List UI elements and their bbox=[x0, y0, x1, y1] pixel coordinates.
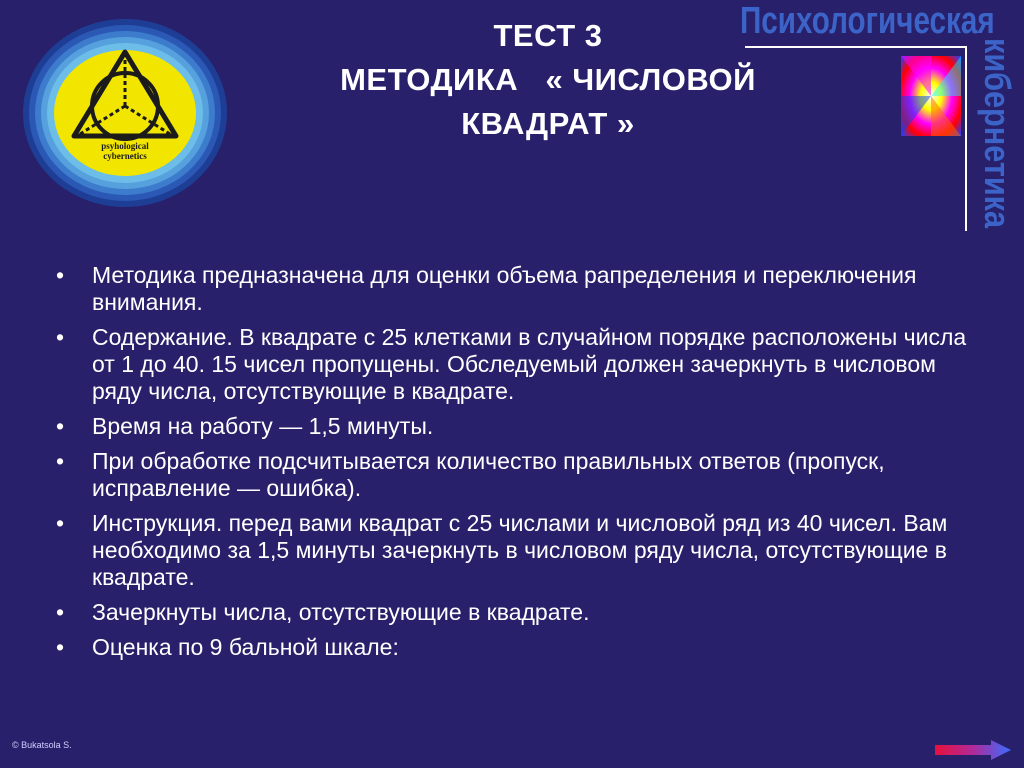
logo-text-line1: psyhological bbox=[101, 141, 149, 151]
list-item-text: Содержание. В квадрате с 25 клетками в случайном порядке расположены числа от 1 до 40. 15 чисел пропущены. Обследуемый должен зачеркнуть в числовом ряду числа, отсутствующие в квадрате. bbox=[92, 324, 967, 404]
bullet-dot: • bbox=[56, 448, 65, 474]
list-item bbox=[50, 448, 970, 502]
title-line-2: МЕТОДИКА « ЧИСЛОВОЙ bbox=[340, 62, 756, 97]
brand-vertical-text: кибернетика bbox=[977, 38, 1018, 228]
copyright-text: © Bukatsola S. bbox=[12, 740, 72, 750]
bullet-dot: • bbox=[56, 324, 65, 350]
list-item-text: Оценка по 9 бальной шкале: bbox=[92, 634, 399, 660]
list-item bbox=[50, 262, 970, 316]
logo-text-line2: cybernetics bbox=[103, 151, 147, 161]
arrow-right-icon[interactable] bbox=[935, 740, 1011, 760]
brand-horizontal-text: Психологическая bbox=[740, 0, 995, 42]
color-burst-graphic bbox=[901, 56, 961, 136]
list-item-text: Зачеркнуты числа, отсутствующие в квадрате. bbox=[92, 599, 590, 625]
bullet-dot: • bbox=[56, 510, 65, 536]
psychological-cybernetics-logo bbox=[22, 18, 228, 208]
list-item bbox=[50, 413, 970, 440]
bullet-dot: • bbox=[56, 413, 65, 439]
list-item-text: Инструкция. перед вами квадрат с 25 числами и числовой ряд из 40 чисел. Вам необходимо за 1,5 минуты зачеркнуть в числовом ряду числа, отсутствующие в квадрате. bbox=[92, 510, 948, 590]
title-line-3: КВАДРАТ » bbox=[461, 106, 635, 141]
bullet-dot: • bbox=[56, 262, 65, 288]
list-item bbox=[50, 599, 970, 626]
list-item-text: Методика предназначена для оценки объема рапределения и переключения внимания. bbox=[92, 262, 917, 315]
list-item-text: При обработке подсчитывается количество правильных ответов (пропуск, исправление — ошибка). bbox=[92, 448, 885, 501]
list-item bbox=[50, 324, 970, 405]
title-line-1: ТЕСТ 3 bbox=[493, 18, 603, 53]
content-bullet-list bbox=[50, 262, 970, 669]
bullet-dot: • bbox=[56, 599, 65, 625]
brand-divider-horizontal bbox=[745, 46, 967, 48]
bullet-dot: • bbox=[56, 634, 65, 660]
list-item bbox=[50, 634, 970, 661]
list-item-text: Время на работу — 1,5 минуты. bbox=[92, 413, 434, 439]
brand-divider-vertical bbox=[965, 46, 967, 231]
list-item bbox=[50, 510, 970, 591]
